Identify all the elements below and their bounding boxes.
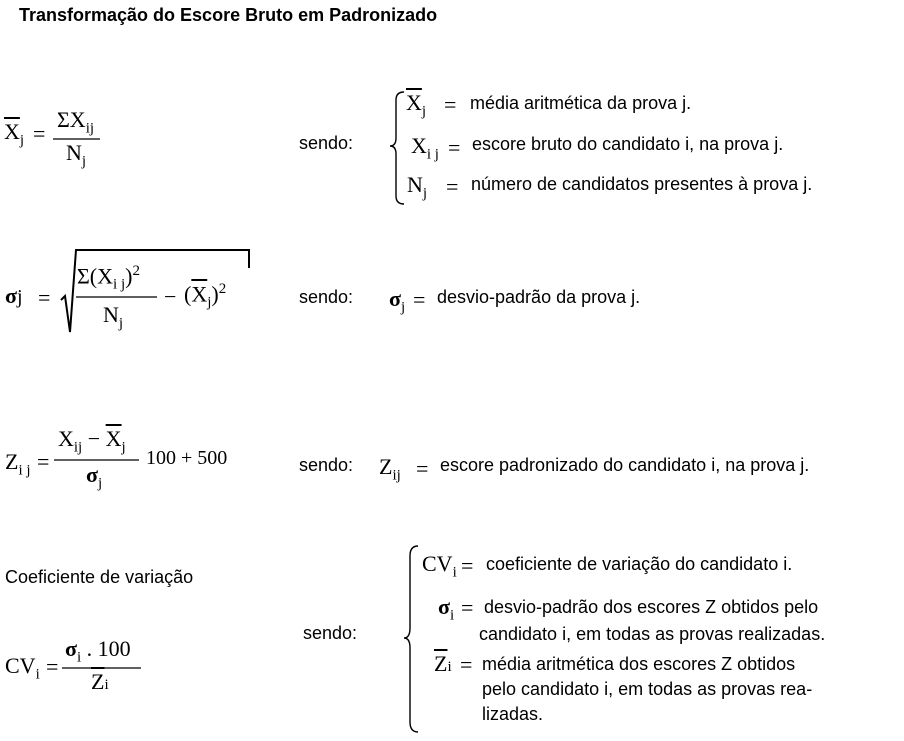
- mean-formula-lhs: $\overline{X}_j$: [4, 119, 25, 149]
- def-raw-score-text: escore bruto do candidato i, na prova j.: [472, 134, 784, 154]
- mean-formula-eq: =: [33, 121, 46, 146]
- z-formula-lhs: $Z_{i j}$: [5, 449, 31, 479]
- def-cv-symbol: $CV_i$: [422, 551, 457, 581]
- cv-formula-lhs: $CV_i$: [5, 653, 40, 683]
- brace-defs-4: [404, 546, 418, 732]
- def-sd-i-symbol: $\sigma_i$: [438, 594, 455, 624]
- def-sd-eq: =: [413, 287, 426, 312]
- sendo-label-1: sendo:: [299, 133, 354, 153]
- sd-formula-lhs: σj: [5, 283, 23, 308]
- mean-formula-numerator: $\Sigma X_{ij}$: [57, 107, 95, 137]
- def-z-text: escore padronizado do candidato i, na prova j.: [440, 455, 810, 475]
- def-raw-score-symbol: $X_{i j}$: [411, 133, 439, 163]
- def-count-symbol: $N_j$: [407, 172, 428, 202]
- sd-formula-minus: −: [164, 284, 177, 309]
- def-mean-z-symbol: $\overline{Z}i$: [434, 651, 452, 676]
- def-count-text: número de candidatos presentes à prova j.: [471, 174, 813, 194]
- sendo-label-3: sendo:: [299, 455, 354, 475]
- def-mean-z-text-line1: média aritmética dos escores Z obtidos: [482, 654, 796, 674]
- page-title: Transformação do Escore Bruto em Padronizado: [19, 5, 438, 25]
- cv-section-label: Coeficiente de variação: [5, 567, 194, 587]
- sd-formula-numerator: $\Sigma(X_{i j})^2$: [77, 263, 140, 293]
- def-mean-symbol: $\overline{X}_j$: [406, 90, 427, 120]
- def-mean-eq: =: [444, 92, 457, 117]
- z-formula-denominator: $\sigma_j$: [86, 462, 103, 492]
- mean-formula-denominator: $N_j$: [66, 140, 87, 170]
- def-cv-eq: =: [461, 553, 474, 578]
- def-mean-z-text-line2: pelo candidato i, em todas as provas rea-: [482, 679, 813, 699]
- sendo-label-2: sendo:: [299, 287, 354, 307]
- def-sd-i-text-line1: desvio-padrão dos escores Z obtidos pelo: [484, 597, 819, 617]
- z-formula-tail: 100 + 500: [146, 447, 228, 469]
- sd-formula-denominator: $N_j$: [103, 302, 124, 332]
- def-sd-symbol: $\sigma_j$: [389, 286, 406, 316]
- def-mean-z-text-line3: lizadas.: [482, 704, 544, 724]
- brace-defs-1: [390, 92, 404, 204]
- def-z-eq: =: [416, 456, 429, 481]
- cv-formula-denominator: $\overline{Z}i$: [91, 669, 109, 694]
- def-sd-i-eq: =: [461, 595, 474, 620]
- sendo-label-4: sendo:: [303, 623, 358, 643]
- def-sd-i-text-line2: candidato i, em todas as provas realizadas.: [479, 624, 826, 644]
- z-formula-numerator: $X_{ij} - \overline{X}_j$: [58, 426, 126, 456]
- cv-formula-eq: =: [46, 654, 59, 679]
- def-raw-score-eq: =: [448, 135, 461, 160]
- def-cv-text: coeficiente de variação do candidato i.: [486, 554, 793, 574]
- cv-formula-numerator: $\sigma_i$ . 100: [65, 636, 131, 666]
- def-mean-text: média aritmética da prova j.: [470, 93, 692, 113]
- def-mean-z-eq: =: [460, 652, 473, 677]
- z-formula-eq: =: [37, 449, 50, 474]
- sd-formula-mean-squared: $(\overline{X}_j)^2$: [184, 281, 227, 311]
- def-z-symbol: $Z_{ij}$: [379, 454, 401, 484]
- def-sd-text: desvio-padrão da prova j.: [437, 287, 641, 307]
- def-count-eq: =: [446, 174, 459, 199]
- sd-formula-eq: =: [38, 285, 51, 310]
